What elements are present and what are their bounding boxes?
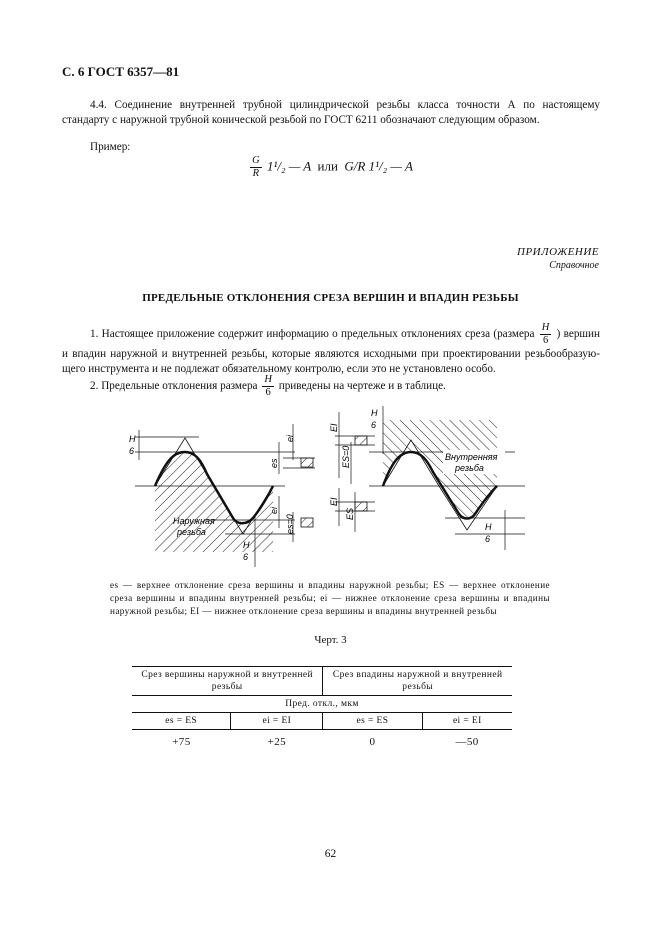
label-outer-2: резьба [177, 527, 206, 537]
paragraph-2-before: 2. Предельные отклонения размера [90, 380, 258, 393]
appendix-subtitle: Справочное [549, 260, 599, 271]
label-6-right-top: 6 [371, 420, 377, 430]
paragraph-1-before: 1. Настоящее приложение содержит информацию о предельных отклонениях среза (размера [90, 328, 535, 341]
paragraph-1-fraction [540, 322, 552, 347]
label-EI-bottom: EI [329, 497, 339, 506]
label-es-top: es [269, 458, 279, 468]
label-outer-1: Наружная [173, 516, 215, 526]
paragraph-2 [62, 374, 600, 399]
label-6-bottom: 6 [243, 552, 249, 562]
label-h-left: H [129, 434, 136, 444]
table-subheader: Пред. откл., мкм [132, 696, 512, 713]
label-ei-bottom: ei [269, 506, 279, 514]
figure-caption: Черт. 3 [314, 634, 347, 646]
tol-box-top-left [301, 458, 313, 467]
paragraph-2-frac-den: 6 [265, 387, 271, 398]
page-number: 62 [324, 848, 337, 860]
formula-part-2: G/R 1¹/₂ — A [344, 158, 413, 174]
table-header-crest: Срез вершины наружной и внутренней резьбы [132, 667, 323, 696]
tol-box-top-mid [355, 436, 367, 445]
appendix-title: ПРИЛОЖЕНИЕ [517, 246, 599, 258]
paragraph-1-frac-num: H [541, 322, 550, 333]
paragraph-1 [62, 322, 600, 377]
appendix-label [517, 246, 599, 271]
label-es0: es=0 [285, 514, 295, 534]
paragraph-2-frac-num: H [264, 374, 272, 385]
label-h-bottom: H [243, 540, 250, 550]
label-ei-top: ei [285, 434, 295, 442]
table-cell: +75 [172, 736, 191, 748]
deviation-table [132, 666, 512, 750]
table-cell: +25 [267, 736, 287, 748]
table-col-header: es = ES [132, 713, 231, 730]
label-h-right-top: H [371, 408, 378, 418]
label-ES0: ES=0 [341, 445, 351, 468]
tol-box-bottom-mid [355, 502, 367, 511]
table-col-header: ei = EI [231, 713, 323, 730]
paragraph-2-after: приведены на чертеже и в таблице. [278, 380, 446, 393]
label-h-right-bottom: H [485, 522, 492, 532]
section-title: ПРЕДЕЛЬНЫЕ ОТКЛОНЕНИЯ СРЕЗА ВЕРШИН И ВПАДИН РЕЗЬБЫ [142, 292, 519, 304]
drawing-legend: es — верхнее отклонение среза вершины и впадины наружной резьбы; ES — верхнее отклонение среза вершины и впадины внутренней резьбы; ei — нижнее отклонение среза вершины и впадины наружной резьбы; EI — нижнее отклонение среза вершины и впадины внутренней резьбы [110, 580, 550, 616]
formula [0, 155, 661, 180]
formula-part-1: 1¹/₂ — A [266, 158, 311, 174]
label-6-left: 6 [129, 446, 135, 456]
formula-frac-den: R [252, 168, 260, 179]
label-inner-2: резьба [455, 463, 484, 473]
formula-or: или [317, 158, 338, 174]
table-cell: —50 [455, 736, 479, 748]
label-6-right-bottom: 6 [485, 534, 491, 544]
tol-box-bottom-left [301, 518, 313, 527]
formula-frac-num: G [252, 155, 260, 166]
page-header: С. 6 ГОСТ 6357—81 [62, 64, 180, 79]
table-col-header: ei = EI [422, 713, 512, 730]
paragraph-2-fraction [262, 374, 274, 399]
table-header-root: Срез впадины наружной и внутренней резьбы [323, 667, 512, 696]
label-inner-1: Внутренняя [445, 452, 498, 462]
table-col-header: es = ES [323, 713, 422, 730]
paragraph-4-4: 4.4. Соединение внутренней трубной цилиндрической резьбы класса точности А по настоящему стандарту с наружной трубной конической резьбой по ГОСТ 6211 обозначают следующим образом. [62, 99, 600, 126]
paragraph-1-frac-den: 6 [542, 335, 549, 346]
formula-fraction [250, 155, 262, 180]
label-EI-top: EI [329, 423, 339, 432]
paragraph-1-after: ) вершин и впадин наружной и внутренней резьбы, которые являются исходными при проектировании резьбообразующего инструмента и не подлежат обязательному контролю, если это не установлено особо. [62, 328, 601, 375]
label-ES: ES [345, 507, 355, 520]
example-label: Пример: [90, 141, 131, 153]
thread-drawing [125, 402, 535, 574]
table-cell: 0 [369, 736, 376, 748]
